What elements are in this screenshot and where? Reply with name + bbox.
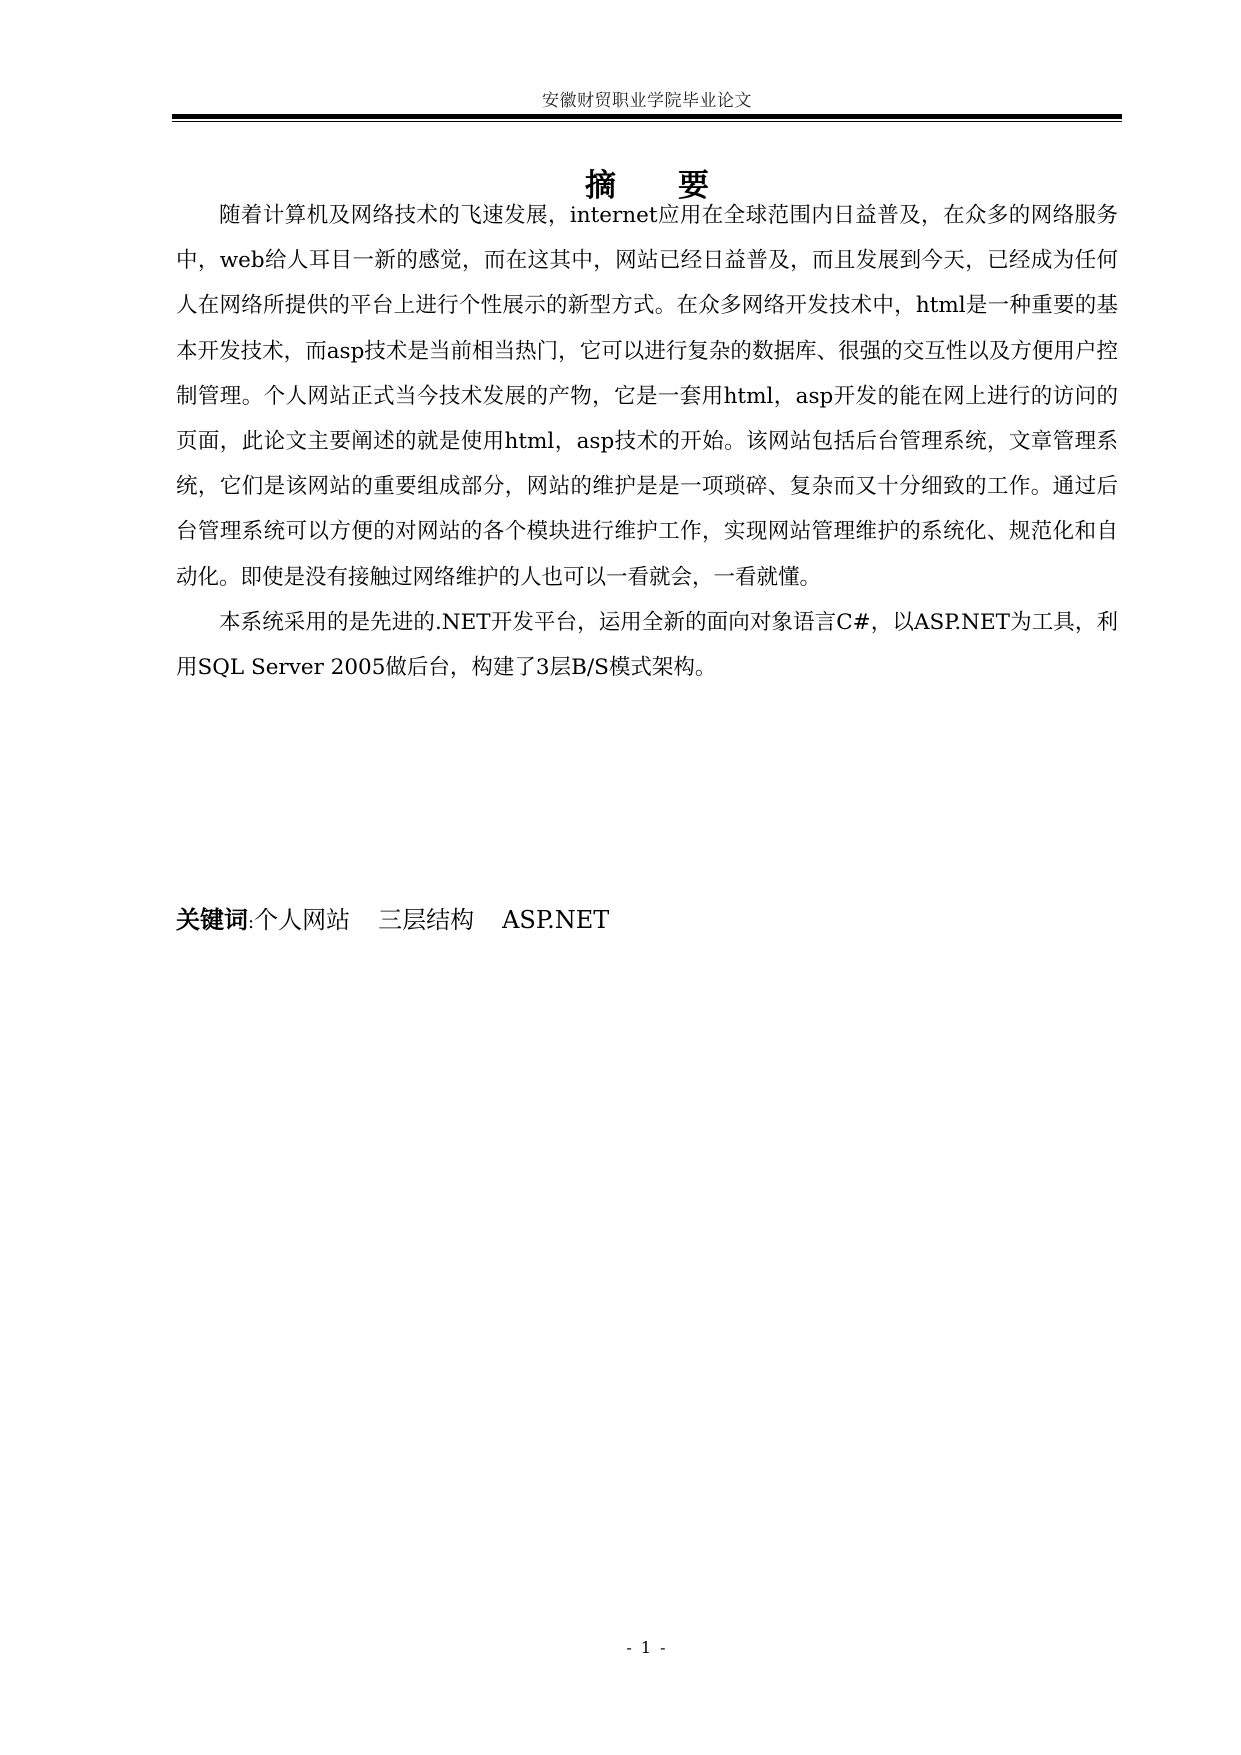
title-char-1: 摘 bbox=[585, 168, 616, 204]
keywords-line bbox=[176, 900, 1118, 943]
abstract-paragraph-2: 本系统采用的是先进的.NET开发平台，运用全新的面向对象语言C#，以ASP.NET为工具，利用SQL Server 2005做后台，构建了3层B/S模式架构。 bbox=[176, 609, 1118, 681]
keyword-item-2: 三层结构 bbox=[378, 906, 475, 934]
header-rule-thin bbox=[172, 121, 1122, 122]
page-number: - 1 - bbox=[626, 1638, 668, 1657]
header-rule-thick bbox=[172, 114, 1122, 119]
abstract-body bbox=[176, 193, 1118, 690]
keywords-colon: : bbox=[248, 912, 255, 933]
keyword-item-3: ASP.NET bbox=[502, 906, 610, 934]
abstract-paragraph-1: 随着计算机及网络技术的飞速发展，internet应用在全球范围内日益普及，在众多的网络服务中，web给人耳目一新的感觉，而在这其中，网站已经日益普及，而且发展到今天，已经成为任何人在网络所提供的平台上进行个性展示的新型方式。在众多网络开发技术中，html是一种重要的基本开发技术，而asp技术是当前相当热门，它可以进行复杂的数据库、很强的交互性以及方便用户控制管理。个人网站正式当今技术发展的产物，它是一套用html，asp开发的能在网上进行的访问的页面，此论文主要阐述的就是使用html，asp技术的开始。该网站包括后台管理系统，文章管理系统，它们是该网站的重要组成部分，网站的维护是是一项琐碎、复杂而又十分细致的工作。通过后台管理系统可以方便的对网站的各个模块进行维护工作，实现网站管理维护的系统化、规范化和自动化。即使是没有接触过网络维护的人也可以一看就会，一看就懂。 bbox=[176, 203, 1118, 590]
keyword-item-1: 个人网站 bbox=[254, 906, 351, 934]
running-header: 安徽财贸职业学院毕业论文 bbox=[542, 91, 752, 111]
title-char-2: 要 bbox=[678, 168, 709, 204]
keywords-label: 关键词 bbox=[176, 906, 248, 934]
